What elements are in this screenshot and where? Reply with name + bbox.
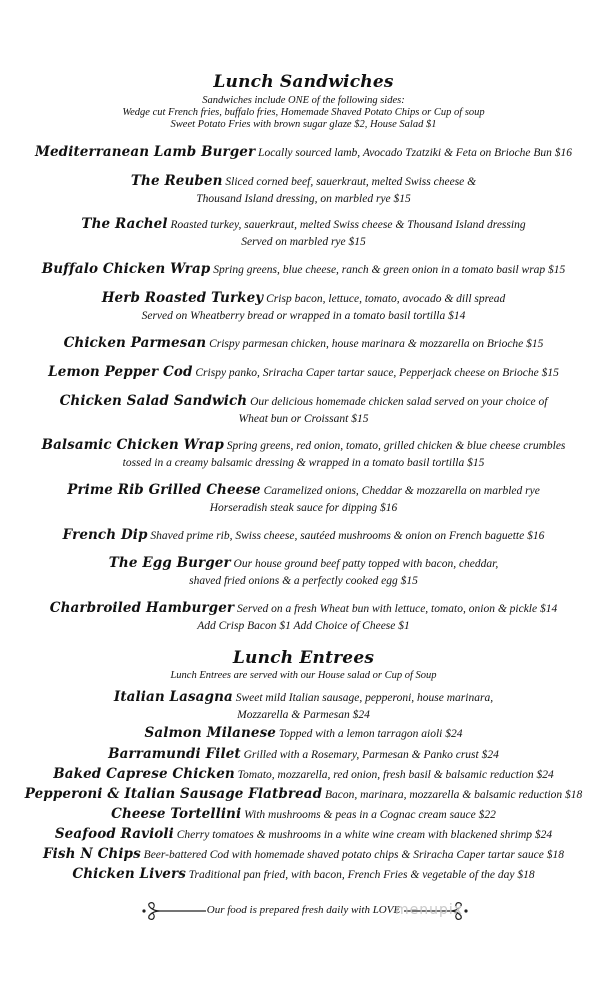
menu-item	[0, 766, 607, 784]
item-description-line-2: Add Crisp Bacon $1 Add Choice of Cheese $1	[197, 620, 410, 632]
item-name: Charbroiled Hamburger	[49, 600, 235, 616]
menu-item	[0, 786, 607, 804]
item-name: Herb Roasted Turkey	[101, 290, 264, 306]
item-description: Crispy parmesan chicken, house marinara & mozzarella on Brioche $15	[209, 338, 544, 350]
menu-item	[0, 866, 607, 884]
item-description: Spring greens, red onion, tomato, grilled chicken & blue cheese crumbles	[226, 440, 566, 452]
item-name: Cheese Tortellini	[111, 806, 242, 822]
item-name: The Reuben	[130, 173, 223, 189]
item-name: Seafood Ravioli	[54, 826, 174, 842]
item-name: Italian Lasagna	[113, 689, 233, 705]
menu-item	[0, 746, 607, 764]
menu-item	[0, 393, 607, 428]
item-name: Fish N Chips	[43, 846, 141, 862]
sandwiches-title: Lunch Sandwiches	[213, 72, 394, 92]
item-description: Bacon, marinara, mozzarella & balsamic reduction $18	[325, 789, 583, 801]
item-description: Crispy panko, Sriracha Caper tartar sauce, Pepperjack cheese on Brioche $15	[195, 367, 559, 379]
footer-tagline: Our food is prepared fresh daily with LOVE	[206, 904, 401, 916]
item-name: Baked Caprese Chicken	[53, 766, 235, 782]
item-name: Barramundi Filet	[108, 746, 241, 762]
menupix-watermark: menupix	[395, 902, 464, 918]
menu-item	[0, 335, 607, 353]
entrees-note: Lunch Entrees are served with our House salad or Cup of Soup	[170, 670, 437, 681]
item-description: Caramelized onions, Cheddar & mozzarella on marbled rye	[263, 485, 540, 497]
item-description-line-2: tossed in a creamy balsamic dressing & wrapped in a tomato basil tortilla $15	[122, 457, 485, 469]
menu-item	[0, 290, 607, 325]
item-description-line-2: Mozzarella & Parmesan $24	[237, 709, 370, 721]
menu-item	[0, 216, 607, 251]
item-description: Grilled with a Rosemary, Parmesan & Panko crust $24	[243, 749, 499, 761]
menu-item	[0, 555, 607, 590]
item-description: Shaved prime rib, Swiss cheese, sautéed mushrooms & onion on French baguette $16	[150, 530, 545, 542]
item-description: Topped with a lemon tarragon aioli $24	[278, 728, 463, 740]
menu-item	[0, 144, 607, 162]
item-description: Traditional pan fried, with bacon, French Fries & vegetable of the day $18	[188, 869, 535, 881]
item-description: Roasted turkey, sauerkraut, melted Swiss cheese & Thousand Island dressing	[170, 219, 526, 231]
menu-item	[0, 725, 607, 743]
menu-item	[0, 600, 607, 635]
menu-item	[0, 364, 607, 382]
item-description: Beer-battered Cod with homemade shaved potato chips & Sriracha Caper tartar sauce $18	[143, 849, 564, 861]
item-name: Chicken Livers	[72, 866, 186, 882]
item-description: Crisp bacon, lettuce, tomato, avocado & dill spread	[266, 293, 506, 305]
item-name: Prime Rib Grilled Cheese	[67, 482, 261, 498]
item-name: The Egg Burger	[108, 555, 231, 571]
item-description-line-2: Horseradish steak sauce for dipping $16	[209, 502, 398, 514]
entrees-title: Lunch Entrees	[232, 648, 375, 668]
sides-note-line-2: Wedge cut French fries, buffalo fries, Homemade Shaved Potato Chips or Cup of soup	[122, 107, 485, 118]
menu-item	[0, 261, 607, 279]
sides-note-line-1: Sandwiches include ONE of the following sides:	[202, 95, 405, 106]
item-description: Served on a fresh Wheat bun with lettuce, tomato, onion & pickle $14	[236, 603, 558, 615]
menu-item	[0, 826, 607, 844]
item-description: Locally sourced lamb, Avocado Tzatziki & Feta on Brioche Bun $16	[258, 147, 573, 159]
sides-note-line-3: Sweet Potato Fries with brown sugar glaze $2, House Salad $1	[170, 119, 437, 130]
item-description: Our house ground beef patty topped with bacon, cheddar,	[233, 558, 499, 570]
item-name: The Rachel	[81, 216, 168, 232]
menu-item	[0, 173, 607, 208]
item-description-line-2: Wheat bun or Croissant $15	[238, 413, 369, 425]
item-description-line-2: Thousand Island dressing, on marbled rye $15	[196, 193, 411, 205]
menu-item	[0, 527, 607, 545]
item-name: Pepperoni & Italian Sausage Flatbread	[24, 786, 323, 802]
item-name: Mediterranean Lamb Burger	[34, 144, 256, 160]
item-name: Buffalo Chicken Wrap	[41, 261, 211, 277]
item-description: With mushrooms & peas in a Cognac cream sauce $22	[244, 809, 496, 821]
item-name: Salmon Milanese	[144, 725, 276, 741]
item-name: French Dip	[62, 527, 148, 543]
item-name: Lemon Pepper Cod	[48, 364, 193, 380]
item-description: Sliced corned beef, sauerkraut, melted Swiss cheese &	[225, 176, 477, 188]
menu-item	[0, 846, 607, 864]
item-description-line-2: shaved fried onions & a perfectly cooked egg $15	[189, 575, 418, 587]
item-name: Chicken Parmesan	[63, 335, 207, 351]
item-description: Sweet mild Italian sausage, pepperoni, house marinara,	[235, 692, 494, 704]
item-description: Our delicious homemade chicken salad served on your choice of	[250, 396, 548, 408]
item-description: Tomato, mozzarella, red onion, fresh basil & balsamic reduction $24	[237, 769, 554, 781]
menu-item	[0, 482, 607, 517]
item-name: Chicken Salad Sandwich	[59, 393, 248, 409]
menu-item	[0, 437, 607, 472]
item-description: Cherry tomatoes & mushrooms in a white wine cream with blackened shrimp $24	[176, 829, 553, 841]
item-description-line-2: Served on Wheatberry bread or wrapped in a tomato basil tortilla $14	[141, 310, 466, 322]
item-description: Spring greens, blue cheese, ranch & green onion in a tomato basil wrap $15	[213, 264, 566, 276]
item-name: Balsamic Chicken Wrap	[41, 437, 224, 453]
menu-item	[0, 689, 607, 724]
item-description-line-2: Served on marbled rye $15	[241, 236, 366, 248]
menu-item	[0, 806, 607, 824]
